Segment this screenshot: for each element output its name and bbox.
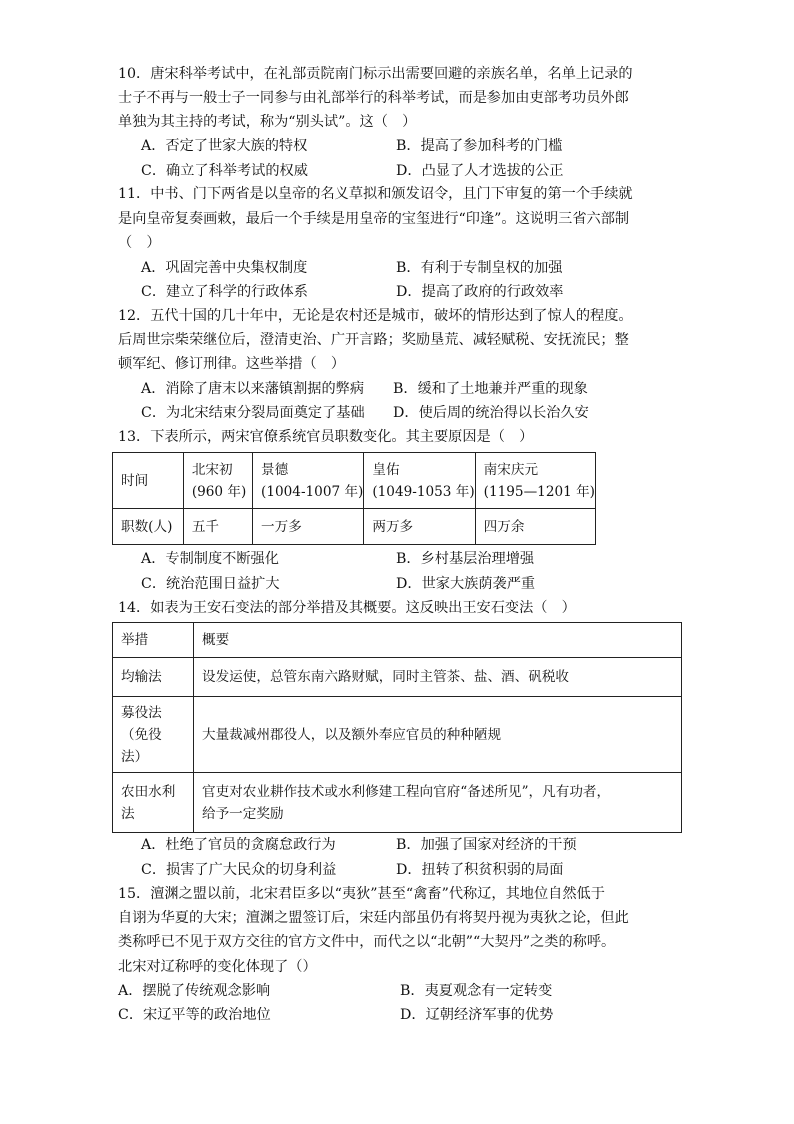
q14-stem: 14．如表为王安石变法的部分举措及其概要。这反映出王安石变法（ ） xyxy=(118,600,576,616)
q14-head-measure: 举措 xyxy=(113,623,194,658)
q14-option-c[interactable]: C．损害了广大民众的切身利益 xyxy=(141,862,337,878)
q13-option-b[interactable]: B．乡村基层治理增强 xyxy=(396,551,535,567)
q11-option-d[interactable]: D．提高了政府的行政效率 xyxy=(396,284,564,300)
q15-option-b[interactable]: B．夷夏观念有一定转变 xyxy=(400,983,553,999)
q14-row-1-name: 均输法 xyxy=(113,658,194,697)
q11-option-a[interactable]: A．巩固完善中央集权制度 xyxy=(141,260,308,276)
q13-header-col-2-years: (1004-1007 年) xyxy=(261,483,364,500)
q13-header-col-1-years: (960 年) xyxy=(191,483,247,500)
q13-option-c[interactable]: C．统治范围日益扩大 xyxy=(141,576,280,592)
q13-header-col-1 xyxy=(183,453,252,509)
q11-option-b[interactable]: B．有利于专制皇权的加强 xyxy=(396,260,563,276)
q12-option-b[interactable]: B．缓和了土地兼并严重的现象 xyxy=(393,381,588,397)
q13-header-col-1-name: 北宋初 xyxy=(191,461,233,478)
q13-header-time: 时间 xyxy=(113,453,184,509)
q15-line-4: 北宋对辽称呼的变化体现了（） xyxy=(118,959,317,975)
q14-row-3-desc-line-1: 官吏对农业耕作技术或水利修建工程向官府“备述所见”，凡有功者， xyxy=(202,783,611,800)
q11-line-3: （ ） xyxy=(118,235,161,251)
q12-line-1: 12．五代十国的几十年中，无论是农村还是城市，破坏的情形达到了惊人的程度。 xyxy=(118,308,633,324)
q13-cell-4: 四万余 xyxy=(475,509,595,545)
q10-option-a[interactable]: A．否定了世家大族的特权 xyxy=(141,138,308,154)
q15-option-a[interactable]: A．摆脱了传统观念影响 xyxy=(118,983,271,999)
q14-row-3-name-line-2: 法 xyxy=(121,805,135,822)
q10-line-1: 10．唐宋科举考试中，在礼部贡院南门标示出需要回避的亲族名单，名单上记录的 xyxy=(118,66,633,82)
q12-line-2: 后周世宗柴荣继位后，澄清吏治、广开言路；奖励垦荒、减轻赋税、安抚流民；整 xyxy=(118,332,629,348)
q12-option-a[interactable]: A．消除了唐末以来藩镇割据的弊病 xyxy=(141,381,365,397)
q13-option-d[interactable]: D．世家大族荫袭严重 xyxy=(396,576,536,592)
q12-option-d[interactable]: D．使后周的统治得以长治久安 xyxy=(393,405,589,421)
q13-header-col-4 xyxy=(475,453,595,509)
q14-option-b[interactable]: B．加强了国家对经济的干预 xyxy=(396,837,577,853)
q14-row-2-name-line-1: 募役法 xyxy=(121,704,162,721)
q14-row-3-name-line-1: 农田水利 xyxy=(121,783,176,800)
q14-row-2-name-line-2: （免役 xyxy=(121,726,162,743)
q14-table xyxy=(112,622,682,833)
q14-head-summary: 概要 xyxy=(194,623,682,658)
q14-option-a[interactable]: A．杜绝了官员的贪腐怠政行为 xyxy=(141,837,336,853)
q13-header-col-2-name: 景德 xyxy=(261,461,289,478)
q14-row-2-name xyxy=(113,697,194,773)
q15-line-1: 15．澶渊之盟以前，北宋君臣多以“夷狄”甚至“禽畜”代称辽，其地位自然低于 xyxy=(118,886,605,902)
q11-line-1: 11．中书、门下两省是以皇帝的名义草拟和颁发诏令，且门下审复的第一个手续就 xyxy=(118,186,633,202)
q13-cell-3: 两万多 xyxy=(364,509,475,545)
q13-row-label: 职数(人) xyxy=(113,509,184,545)
q13-header-col-3 xyxy=(364,453,475,509)
q13-table xyxy=(112,452,596,545)
q15-option-d[interactable]: D．辽朝经济军事的优势 xyxy=(400,1007,554,1023)
q14-row-2-desc: 大量裁减州郡役人，以及额外奉应官员的种种陋规 xyxy=(194,697,682,773)
q12-line-3: 顿军纪、修订刑律。这些举措（ ） xyxy=(118,356,346,372)
q14-row-3-name xyxy=(113,773,194,833)
q13-header-col-4-name: 南宋庆元 xyxy=(483,461,539,478)
q13-cell-2: 一万多 xyxy=(253,509,364,545)
q14-row-2-name-line-3: 法） xyxy=(121,748,149,765)
q12-option-c[interactable]: C．为北宋结束分裂局面奠定了基础 xyxy=(141,405,365,421)
q13-option-a[interactable]: A．专制制度不断强化 xyxy=(141,551,279,567)
q11-line-2: 是向皇帝复奏画敕，最后一个手续是用皇帝的宝玺进行“印逢”。这说明三省六部制 xyxy=(118,211,630,227)
q10-line-3: 单独为其主持的考试，称为“别头试”。这（ ） xyxy=(118,114,417,130)
q13-header-col-3-years: (1049-1053 年) xyxy=(372,483,475,500)
q10-option-d[interactable]: D．凸显了人才选拔的公正 xyxy=(396,163,564,179)
q13-header-col-4-years: (1195—1201 年) xyxy=(483,483,595,500)
q15-line-3: 类称呼已不见于双方交往的官方文件中，而代之以“北朝”“大契丹”之类的称呼。 xyxy=(118,934,616,950)
q13-header-col-2 xyxy=(253,453,364,509)
q15-option-c[interactable]: C．宋辽平等的政治地位 xyxy=(118,1007,271,1023)
q13-cell-1: 五千 xyxy=(183,509,252,545)
q10-option-c[interactable]: C．确立了科举考试的权威 xyxy=(141,163,308,179)
q10-option-b[interactable]: B．提高了参加科考的门槛 xyxy=(396,138,563,154)
q15-line-2: 自诩为华夏的大宋；澶渊之盟签订后，宋廷内部虽仍有将契丹视为夷狄之论，但此 xyxy=(118,910,629,926)
q14-row-3-desc-line-2: 给予一定奖励 xyxy=(202,805,284,822)
q14-row-3-desc xyxy=(194,773,682,833)
q11-option-c[interactable]: C．建立了科学的行政体系 xyxy=(141,284,308,300)
q10-line-2: 士子不再与一般士子一同参与由礼部举行的科举考试，而是参加由吏部考功员外郎 xyxy=(118,90,629,106)
q13-stem: 13．下表所示，两宋官僚系统官员职数变化。其主要原因是（ ） xyxy=(118,429,534,445)
q13-header-col-3-name: 皇佑 xyxy=(372,461,400,478)
q14-row-1-desc: 设发运使，总管东南六路财赋，同时主管茶、盐、酒、矾税收 xyxy=(194,658,682,697)
q14-option-d[interactable]: D．扭转了积贫积弱的局面 xyxy=(396,862,564,878)
